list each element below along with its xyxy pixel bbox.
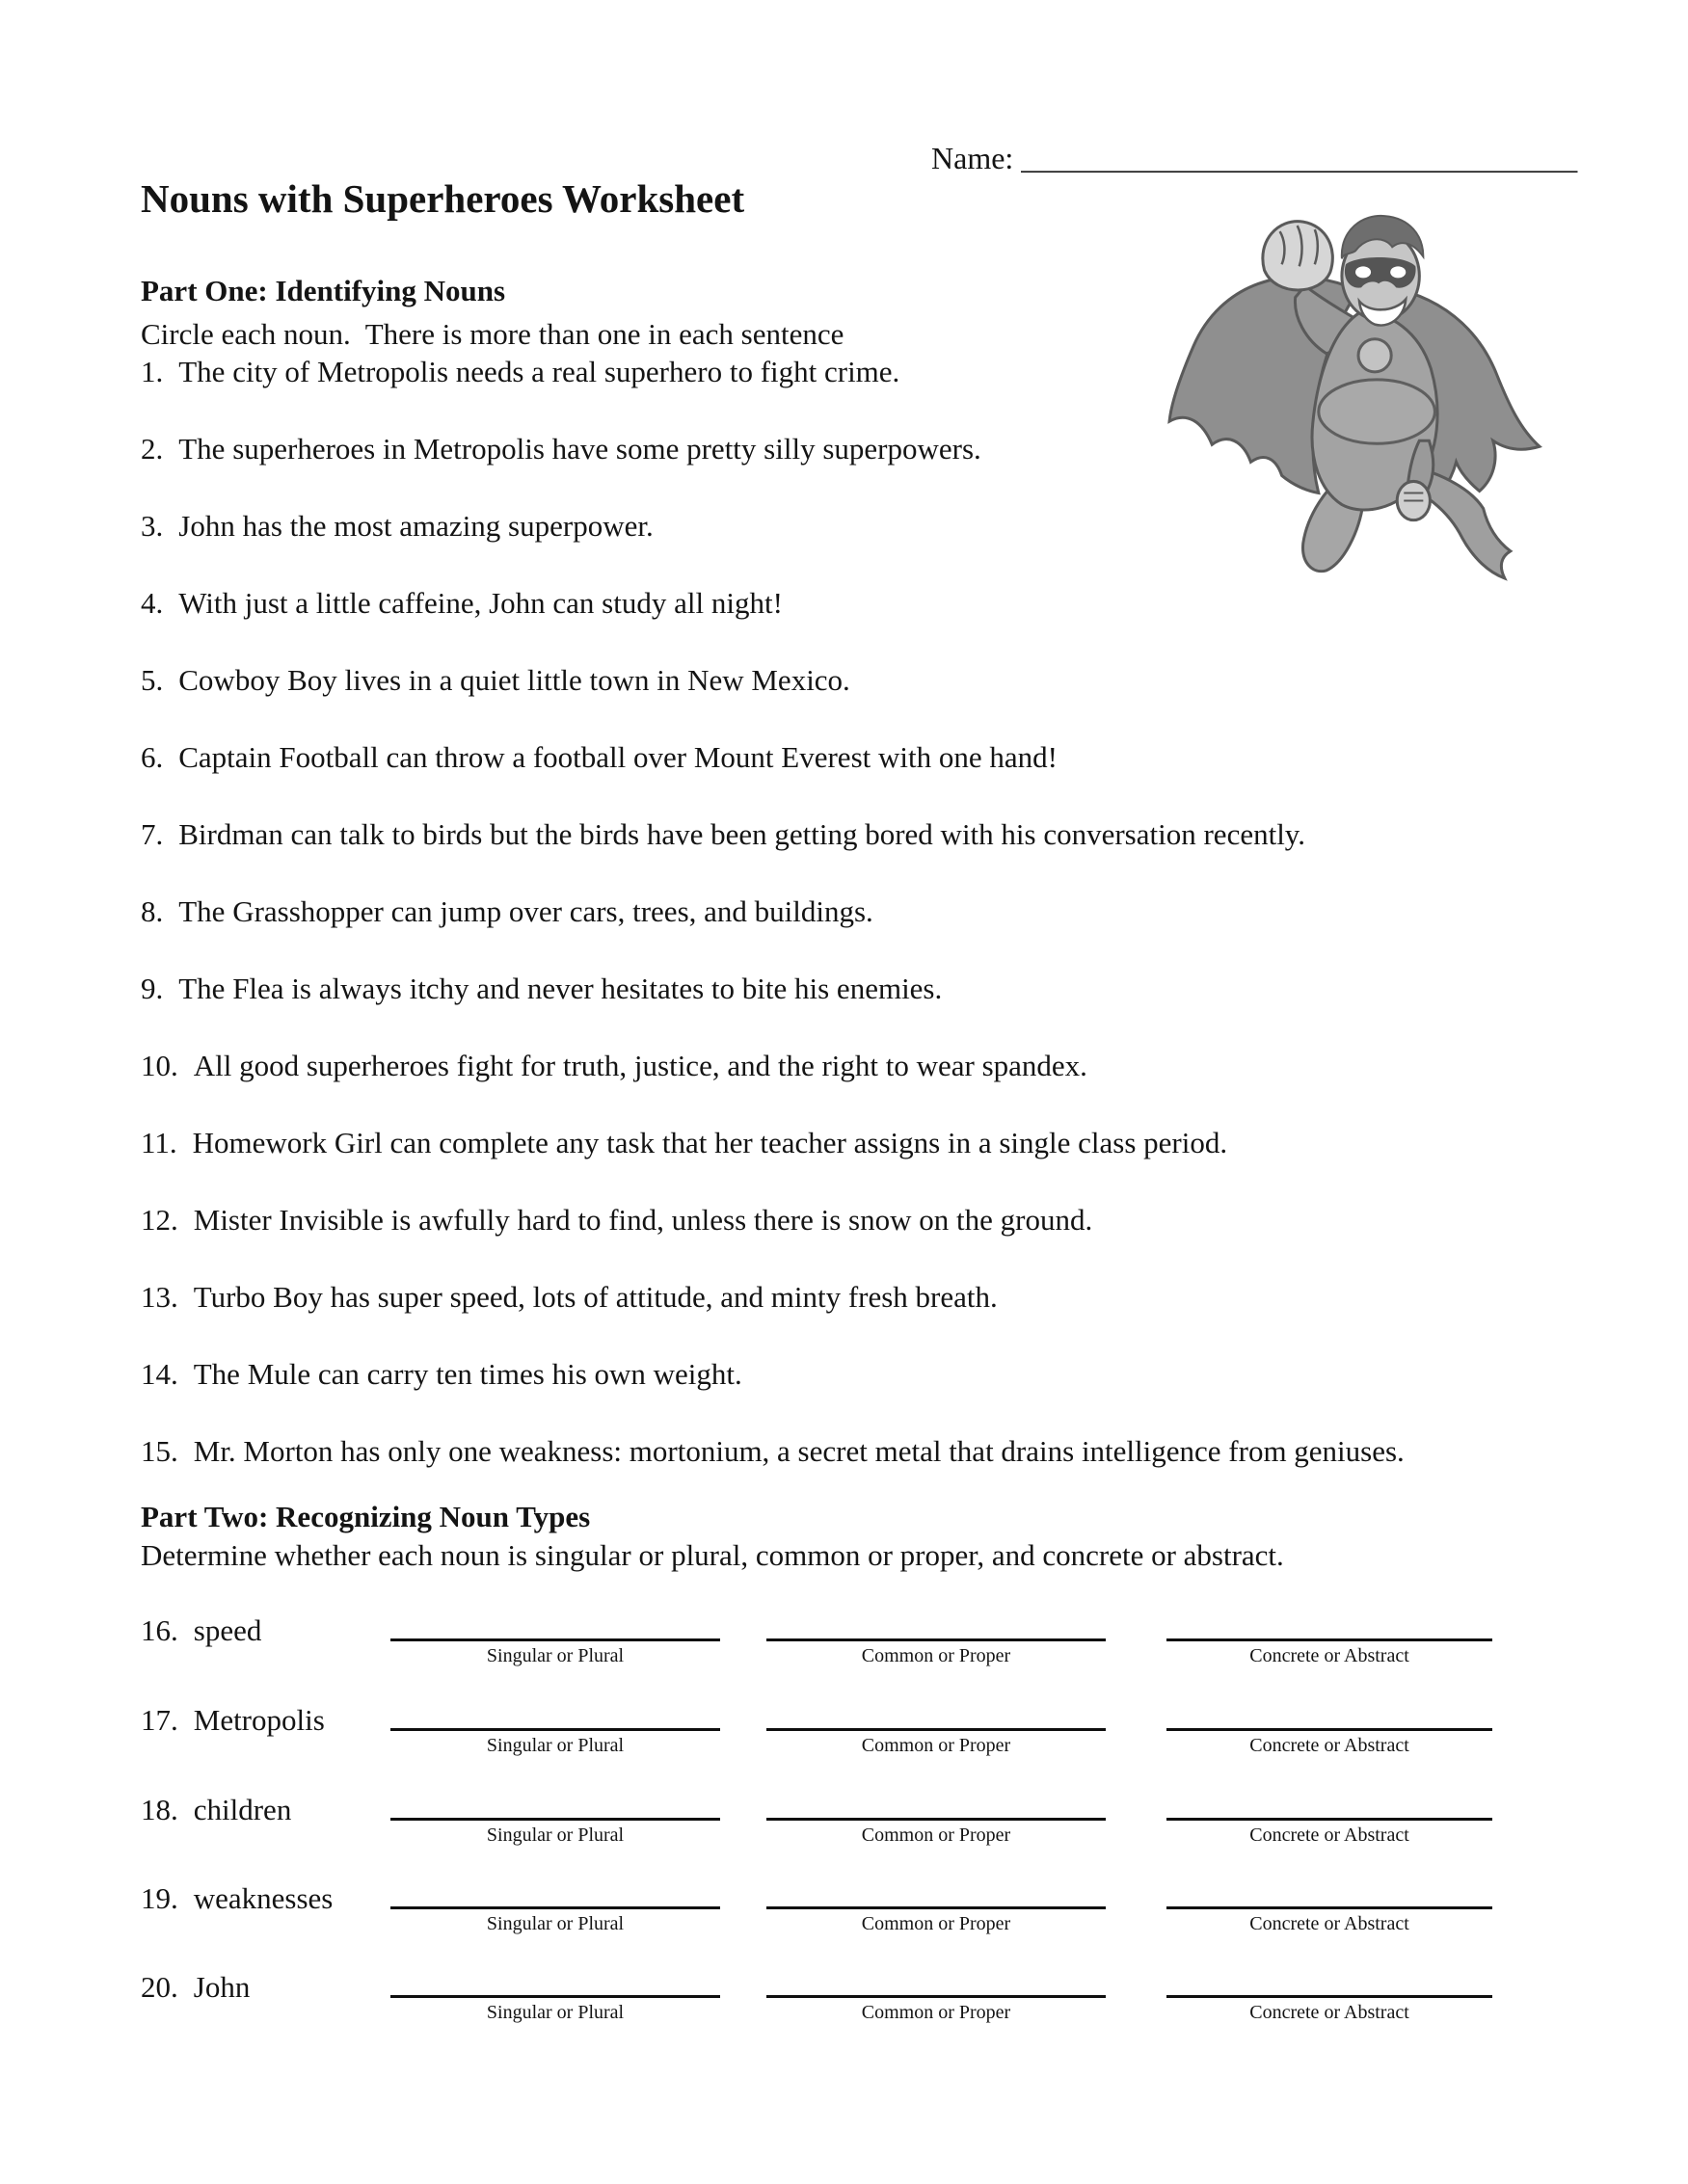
sentence-number: 15. [141,1434,178,1468]
sentence-number: 4. [141,586,164,620]
sentence-number: 8. [141,894,164,928]
noun-number: 20. [141,1970,178,2004]
blank-label: Concrete or Abstract [1249,1913,1409,1934]
noun-word: speed [193,1613,262,1647]
answer-blank-common-proper [766,1703,1106,1757]
blank-label: Singular or Plural [486,1645,625,1666]
sentence-6 [141,736,1405,813]
answer-blank-common-proper [766,1613,1106,1667]
sentence-text: Birdman can talk to birds but the birds have been getting bored with his conversation recently. [178,817,1306,851]
answer-blank-singular-plural [390,1703,720,1757]
sentence-text: The Flea is always itchy and never hesitates to bite his enemies. [178,972,943,1005]
sentence-text: Homework Girl can complete any task that her teacher assigns in a single class period. [192,1126,1228,1159]
sentence-10 [141,1045,1405,1122]
sentence-number: 1. [141,355,164,388]
sentence-text: The superheroes in Metropolis have some pretty silly superpowers. [178,432,981,466]
blank-line [766,1703,1106,1731]
sentence-14 [141,1353,1405,1430]
blank-line [1166,1703,1492,1731]
noun-row-18 [0,1793,1688,1881]
sentence-2 [141,428,1405,505]
answer-blank-common-proper [766,1970,1106,2024]
blank-label: Common or Proper [861,2002,1011,2023]
noun-item [141,1703,325,1738]
noun-item [141,1970,250,2005]
sentence-5 [141,659,1405,736]
part-two-instructions: Determine whether each noun is singular or plural, common or proper, and concrete or abstract. [141,1538,1284,1572]
sentence-4 [141,582,1405,659]
blank-label: Singular or Plural [486,2002,625,2023]
sentence-number: 7. [141,817,164,851]
answer-blank-singular-plural [390,1793,720,1847]
noun-number: 17. [141,1703,178,1737]
sentence-list [141,351,1405,1507]
noun-row-17 [0,1703,1688,1792]
name-label: Name: [931,141,1014,175]
noun-row-20 [0,1970,1688,2059]
blank-line [766,1970,1106,1998]
sentence-text: With just a little caffeine, John can study all night! [178,586,783,620]
mask-eye-left [1355,266,1371,278]
sentence-15 [141,1430,1405,1507]
blank-line [1166,1970,1492,1998]
answer-blank-concrete-abstract [1166,1703,1492,1757]
answer-blank-common-proper [766,1793,1106,1847]
blank-label: Common or Proper [861,1645,1011,1666]
answer-blank-common-proper [766,1881,1106,1935]
sentence-13 [141,1276,1405,1353]
blank-line [390,1613,720,1641]
blank-line [1166,1613,1492,1641]
sentence-text: Captain Football can throw a football over Mount Everest with one hand! [178,740,1058,774]
blank-label: Singular or Plural [486,1735,625,1756]
blank-label: Concrete or Abstract [1249,1824,1409,1846]
answer-blank-concrete-abstract [1166,1881,1492,1935]
noun-row-19 [0,1881,1688,1970]
sentence-11 [141,1122,1405,1199]
answer-blank-concrete-abstract [1166,1793,1492,1847]
sentence-1 [141,351,1405,428]
blank-label: Common or Proper [861,1735,1011,1756]
blank-line [766,1613,1106,1641]
blank-line [390,1703,720,1731]
blank-label: Concrete or Abstract [1249,1735,1409,1756]
sentence-text: Mr. Morton has only one weakness: mortonium, a secret metal that drains intelligence from geniuses. [193,1434,1405,1468]
sentence-text: The Grasshopper can jump over cars, trees, and buildings. [178,894,873,928]
blank-label: Singular or Plural [486,1824,625,1846]
sentence-text: The Mule can carry ten times his own weight. [193,1357,742,1391]
blank-line [766,1881,1106,1909]
blank-label: Common or Proper [861,1824,1011,1846]
noun-row-16 [0,1613,1688,1702]
sentence-number: 3. [141,509,164,543]
blank-label: Concrete or Abstract [1249,2002,1409,2023]
sentence-12 [141,1199,1405,1276]
blank-label: Common or Proper [861,1913,1011,1934]
sentence-3 [141,505,1405,582]
noun-word: Metropolis [193,1703,325,1737]
sentence-text: Turbo Boy has super speed, lots of attitude, and minty fresh breath. [193,1280,998,1314]
sentence-number: 6. [141,740,164,774]
sentence-text: John has the most amazing superpower. [178,509,654,543]
sentence-number: 10. [141,1049,178,1082]
blank-line [1166,1793,1492,1821]
blank-line [390,1793,720,1821]
blank-line [766,1793,1106,1821]
sentence-8 [141,891,1405,968]
noun-item [141,1793,291,1827]
sentence-text: Mister Invisible is awfully hard to find, unless there is snow on the ground. [193,1203,1093,1237]
blank-line [390,1881,720,1909]
answer-blank-singular-plural [390,1970,720,2024]
noun-number: 16. [141,1613,178,1647]
sentence-number: 12. [141,1203,178,1237]
noun-word: John [193,1970,251,2004]
name-row [931,141,1578,176]
sentence-text: The city of Metropolis needs a real superhero to fight crime. [178,355,900,388]
noun-number: 18. [141,1793,178,1826]
sentence-9 [141,968,1405,1045]
noun-item [141,1613,261,1648]
name-blank-line: ___________________________________ [1021,141,1578,175]
mask-eye-right [1390,266,1406,278]
raised-fist [1263,222,1332,290]
page-title: Nouns with Superheroes Worksheet [141,176,745,221]
noun-item [141,1881,333,1916]
part-one-heading: Part One: Identifying Nouns [141,274,506,307]
sentence-number: 13. [141,1280,178,1314]
answer-blank-singular-plural [390,1613,720,1667]
sentence-number: 11. [141,1126,177,1159]
sentence-7 [141,813,1405,891]
part-two-heading: Part Two: Recognizing Noun Types [141,1500,591,1533]
blank-line [390,1970,720,1998]
answer-blank-concrete-abstract [1166,1613,1492,1667]
sentence-text: Cowboy Boy lives in a quiet little town in New Mexico. [178,663,850,697]
answer-blank-concrete-abstract [1166,1970,1492,2024]
sentence-number: 9. [141,972,164,1005]
blank-label: Concrete or Abstract [1249,1645,1409,1666]
sentence-number: 2. [141,432,164,466]
noun-word: weaknesses [193,1881,334,1915]
part-one-instructions: Circle each noun. There is more than one in each sentence [141,317,844,351]
sentence-text: All good superheroes fight for truth, justice, and the right to wear spandex. [193,1049,1087,1082]
sentence-number: 14. [141,1357,178,1391]
blank-line [1166,1881,1492,1909]
noun-number: 19. [141,1881,178,1915]
blank-label: Singular or Plural [486,1913,625,1934]
noun-word: children [193,1793,292,1826]
sentence-number: 5. [141,663,164,697]
answer-blank-singular-plural [390,1881,720,1935]
